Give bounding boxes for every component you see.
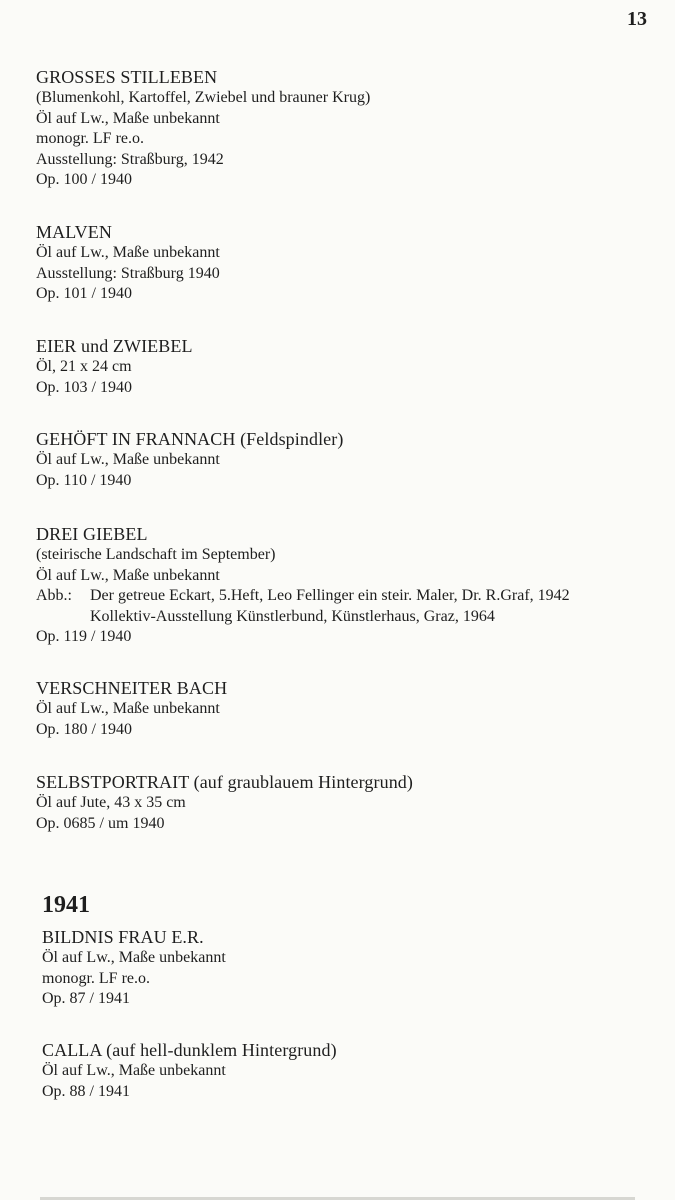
entry-title: VERSCHNEITER BACH (36, 678, 228, 698)
entry-title: GROSSES STILLEBEN (36, 67, 218, 87)
entry-line: monogr. LF re.o. (36, 130, 144, 147)
entry-line: Op. 180 / 1940 (36, 720, 132, 738)
entry-line: Öl auf Lw., Maße unbekannt (36, 109, 220, 127)
entry-line: Öl, 21 x 24 cm (36, 358, 132, 375)
abb-reference: Kollektiv-Ausstellung Künstlerbund, Künstlerhaus, Graz, 1964 (90, 607, 495, 625)
abb-reference: Der getreue Eckart, 5.Heft, Leo Fellinger ein steir. Maler, Dr. R.Graf, 1942 (90, 587, 570, 604)
entry-line: Öl auf Lw., Maße unbekannt (36, 451, 220, 468)
entry-title: MALVEN (36, 222, 112, 242)
entry-line: Op. 87 / 1941 (42, 990, 130, 1007)
entry-title: SELBSTPORTRAIT (auf graublauem Hintergrund) (36, 772, 413, 792)
entry-title: CALLA (auf hell-dunklem Hintergrund) (42, 1040, 337, 1060)
entry-title: EIER und ZWIEBEL (36, 336, 193, 356)
entry-line: Op. 119 / 1940 (36, 628, 132, 645)
catalog-entry (36, 335, 655, 398)
page-number: 13 (627, 8, 647, 30)
catalog-entry (36, 523, 655, 648)
abb-label: Abb.: (36, 587, 72, 604)
catalog-entry (36, 221, 655, 305)
entry-line: Öl auf Jute, 43 x 35 cm (36, 794, 186, 811)
entry-line: Op. 0685 / um 1940 (36, 814, 165, 832)
entry-line: Öl auf Lw., Maße unbekannt (42, 1062, 226, 1079)
entry-line: (Blumenkohl, Kartoffel, Zwiebel und brauner Krug) (36, 89, 371, 106)
entry-line: Op. 103 / 1940 (36, 378, 132, 396)
catalog-entry (42, 1039, 655, 1102)
entry-line: Öl auf Lw., Maße unbekannt (36, 244, 220, 261)
entry-line: Op. 88 / 1941 (42, 1082, 130, 1100)
catalog-entry (42, 926, 655, 1010)
catalog-entry (36, 428, 655, 491)
entry-line: (steirische Landschaft im September) (36, 546, 276, 563)
entry-line: Op. 101 / 1940 (36, 285, 132, 302)
entry-line: Ausstellung: Straßburg, 1942 (36, 150, 224, 168)
entry-line: Op. 110 / 1940 (36, 471, 132, 489)
catalog-entry (36, 771, 655, 834)
illustration-references (36, 586, 655, 627)
entry-title: DREI GIEBEL (36, 524, 148, 544)
entry-line: Op. 100 / 1940 (36, 171, 132, 188)
entry-line: Öl auf Lw., Maße unbekannt (36, 566, 220, 584)
entry-line: monogr. LF re.o. (42, 969, 150, 987)
year-heading: 1941 (42, 892, 90, 918)
catalog-entry (36, 677, 655, 740)
entry-line: Öl auf Lw., Maße unbekannt (42, 949, 226, 966)
catalog-entry (36, 66, 655, 191)
entry-line: Öl auf Lw., Maße unbekannt (36, 700, 220, 717)
entry-title: GEHÖFT IN FRANNACH (Feldspindler) (36, 429, 344, 449)
entry-title: BILDNIS FRAU E.R. (42, 927, 204, 947)
entry-line: Ausstellung: Straßburg 1940 (36, 264, 220, 282)
